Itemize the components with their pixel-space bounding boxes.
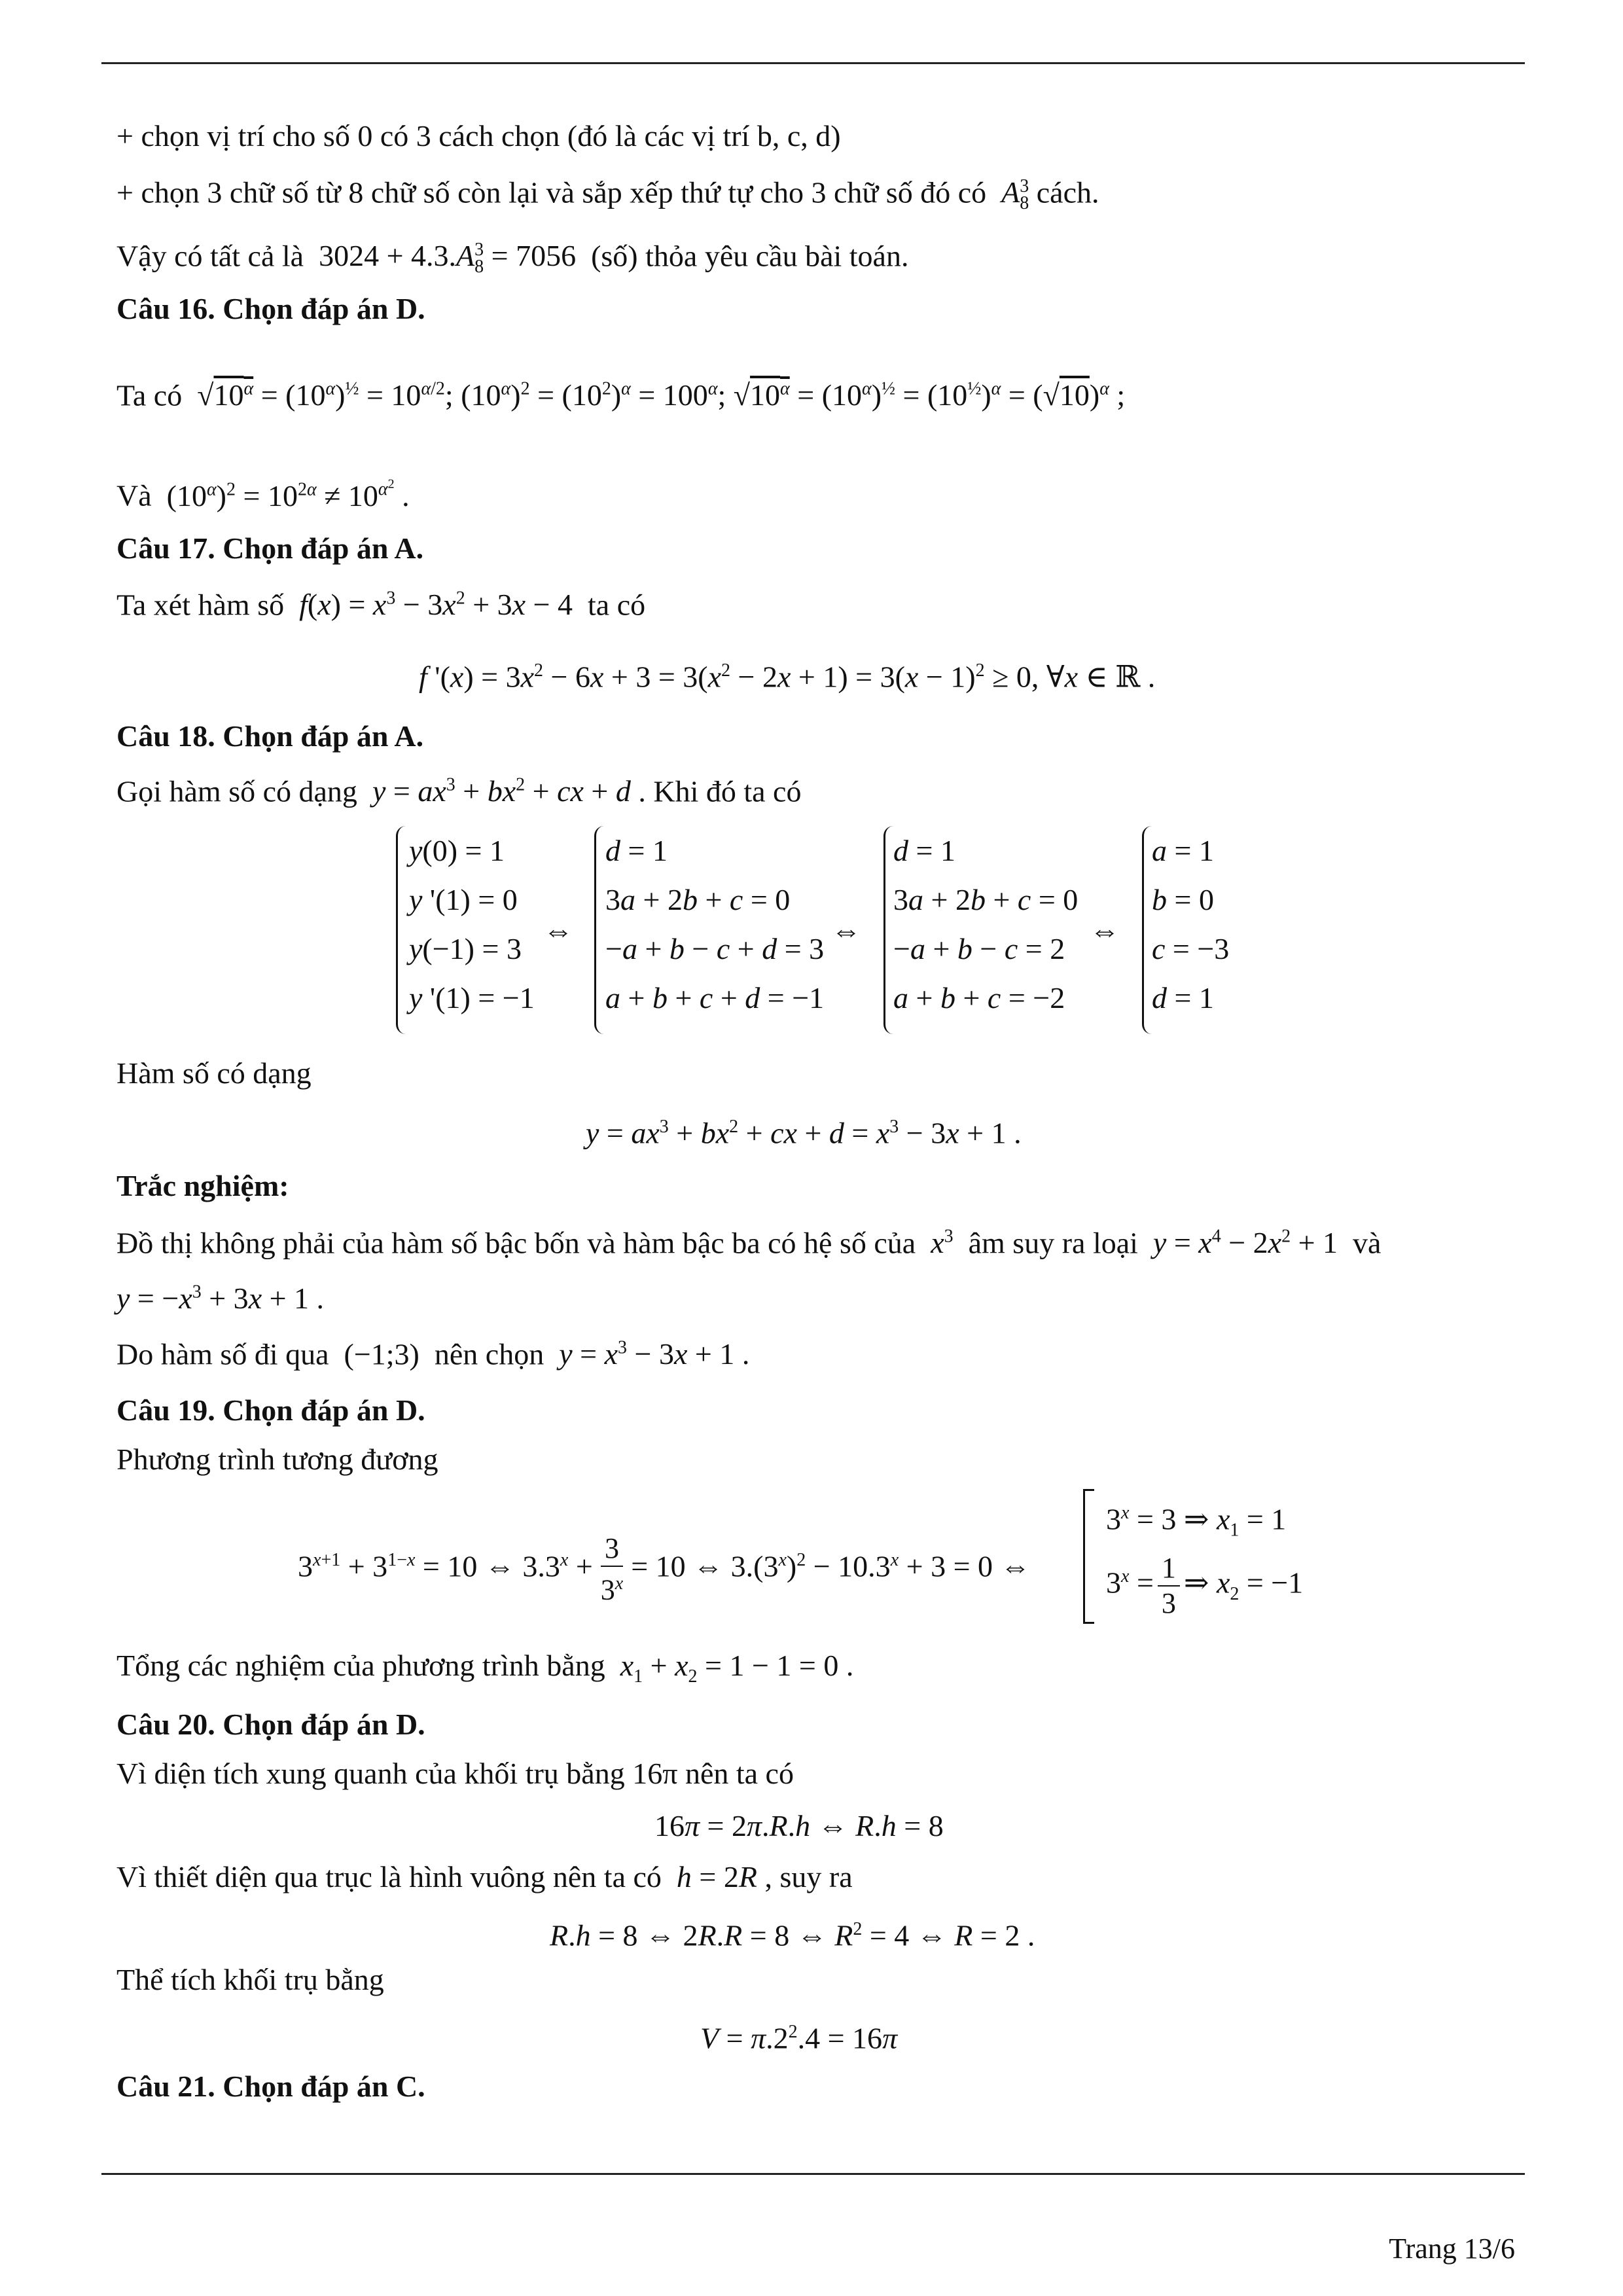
solution-bracket	[1083, 1489, 1094, 1624]
line-text: âm suy ra loại	[968, 1226, 1138, 1260]
question-heading	[116, 1705, 425, 1744]
section-heading	[116, 1166, 289, 1206]
text-line	[116, 579, 645, 624]
equivalence-symbol: ⇔	[543, 914, 573, 947]
heading-text: Câu 21. Chọn đáp án C.	[116, 2070, 425, 2103]
math-expr: $(10^\alpha)^2 = 10^{2\alpha} \ne 10^{\alpha^2}$ .	[159, 477, 410, 512]
question-heading	[116, 717, 423, 756]
fraction: $\frac{1}{3}$	[1158, 1551, 1180, 1621]
equivalence-symbol: ⇔	[831, 914, 861, 947]
equation: $y = ax^3 + bx^2$ + cx + $d = x^3 - 3x + 1$ .	[586, 1116, 1022, 1150]
math-expr: $3024 + 4.3.A_8^3 = 7056$	[311, 239, 584, 278]
equation-system: d = 1 3a + 2b + c = 0 −a + b − c + d = 3 a + b + c + d = −1	[605, 834, 825, 1014]
equivalence-symbol: ⇔	[1090, 914, 1120, 947]
line-text: ta có	[588, 588, 646, 622]
system-brace	[883, 826, 893, 1034]
math-expr: $y = x^4 - 2x^2 + 1$	[1152, 1226, 1346, 1260]
line-text: Ta xét hàm số	[116, 588, 285, 622]
heading-text: Câu 20. Chọn đáp án D.	[116, 1708, 425, 1741]
fraction: $\frac{3}{3^x}$	[600, 1532, 624, 1606]
line-text: . Khi đó ta có	[638, 774, 802, 808]
equation: f '$(x) = 3x^2 - 6x + 3 = 3(x^2 - 2x + 1) = 3(x - 1)^2 \ge 0$, ∀x ∈ ℝ .	[419, 660, 1156, 694]
line-text: Và	[116, 478, 152, 512]
equation-system: y(0) = 1 y '(1) = 0 y(−1) = 3 y '(1) = −1	[409, 834, 535, 1014]
heading-text: Câu 19. Chọn đáp án D.	[116, 1393, 425, 1427]
heading-text: Trắc nghiệm:	[116, 1169, 289, 1202]
line-text: Hàm số có dạng	[116, 1056, 312, 1090]
text-line	[116, 370, 1125, 415]
text-line	[116, 1960, 384, 2000]
line-text: Ta có	[116, 378, 183, 412]
math-expr: $y = -x^3 + 3x + 1$ .	[116, 1282, 325, 1316]
line-text: cách.	[1036, 175, 1099, 209]
page-number: Trang 13/6	[1389, 2233, 1515, 2265]
system-brace	[396, 826, 406, 1034]
math-expr: $x^3$	[931, 1226, 954, 1260]
text-line	[116, 117, 841, 156]
header-rule	[101, 62, 1525, 64]
math-expr: $A_8^3$	[993, 175, 1029, 214]
math-expr: $f(x) = x^3 - 3x^2 + 3x - 4$	[299, 588, 580, 622]
question-heading	[116, 2067, 425, 2106]
equation: $3^{x+1} + 3^{1-x} = 10$ ⇔ $3.3^x$ + $\frac{3}{3^x}$ = 10 ⇔ $3.(3^x)^2 - 10.3^x + 3 = 0$ ⇔	[298, 1532, 1031, 1606]
math-expr: (−1;3)	[336, 1337, 427, 1371]
question-heading	[116, 289, 425, 329]
equation: $3^x$ = $\frac{1}{3}$ ⇒ $x_2 = -1$	[1106, 1552, 1304, 1619]
system-brace	[594, 826, 604, 1034]
equation-system: d = 1 3a + 2b + c = 0 −a + b − c = 2 a + b + c = −2	[893, 834, 1079, 1014]
text-line	[116, 1857, 853, 1897]
heading-text: Câu 16. Chọn đáp án D.	[116, 292, 425, 325]
math-expr: $y = ax^3 + bx^2$ + cx + d	[372, 774, 631, 808]
line-text: Vậy có tất cả là	[116, 239, 304, 273]
math-expr: $√10^\alpha = (10^\alpha)^{\frac{1}{2}} = 10^{\alpha/2}$; $(10^\alpha)^2 = (10^2)^\alpha = 100^\alpha$; $√10^\alpha = (10^\alpha)^{\frac{1}{2}} = (10^{\frac{1}{2}})^\alpha = (√10)^\alpha$ ;	[189, 378, 1126, 412]
line-text: Tổng các nghiệm của phương trình bằng	[116, 1649, 605, 1682]
equation-system: a = 1 b = 0 c = −3 d = 1	[1152, 834, 1230, 1014]
line-text: + chọn vị trí cho số 0 có 3 cách chọn (đó là các vị trí b, c, d)	[116, 119, 841, 152]
text-line	[116, 465, 410, 516]
equation: 16π = 2π.R.h ⇔ R.h = 8	[654, 1809, 944, 1842]
line-text: Vì diện tích xung quanh của khối trụ bằng 16π nên ta có	[116, 1757, 794, 1790]
line-text: và	[1353, 1226, 1382, 1260]
heading-text: Câu 17. Chọn đáp án A.	[116, 531, 424, 565]
footer-rule	[101, 2173, 1525, 2175]
line-text: Phương trình tương đương	[116, 1443, 438, 1476]
line-text: Vì thiết diện qua trục là hình vuông nên ta có	[116, 1860, 662, 1893]
math-expr: h = 2R	[676, 1860, 757, 1893]
line-text: Đồ thị không phải của hàm số bậc bốn và hàm bậc ba có hệ số của	[116, 1226, 916, 1260]
text-line	[116, 1754, 794, 1793]
math-expr: $y = x^3 - 3x + 1$ .	[559, 1337, 750, 1371]
equation: R.h = 8 ⇔ 2R.R = 8 ⇔ $R^2 = 4$ ⇔ R = 2 .	[550, 1918, 1035, 1952]
line-text: Do hàm số đi qua	[116, 1337, 329, 1371]
line-text: Thể tích khối trụ bằng	[116, 1963, 384, 1996]
question-heading	[116, 529, 423, 568]
system-brace	[1142, 826, 1152, 1034]
heading-text: Câu 18. Chọn đáp án A.	[116, 719, 424, 753]
equation: $V = \pi.2^2.4 = 16\pi$	[700, 2021, 898, 2055]
text-line	[116, 766, 801, 811]
text-line	[116, 1646, 853, 1696]
text-line	[116, 1329, 749, 1374]
line-text: nên chọn	[434, 1337, 544, 1371]
line-text: , suy ra	[764, 1860, 853, 1893]
text-line	[116, 1440, 438, 1479]
text-line	[116, 167, 1099, 224]
question-heading	[116, 1391, 425, 1430]
text-line	[116, 1054, 312, 1093]
text-line	[116, 230, 908, 287]
math-expr: $x_1 + x_2 = 1 - 1 = 0$ .	[620, 1649, 854, 1687]
equation: $3^x = 3$ ⇒ $x_1 = 1$	[1106, 1502, 1287, 1541]
text-line	[116, 1273, 324, 1318]
line-text: + chọn 3 chữ số từ 8 chữ số còn lại và sắp xếp thứ tự cho 3 chữ số đó có	[116, 175, 987, 209]
text-line	[116, 1217, 1381, 1263]
line-text: Gọi hàm số có dạng	[116, 774, 357, 808]
line-text: (số) thỏa yêu cầu bài toán.	[591, 239, 909, 273]
